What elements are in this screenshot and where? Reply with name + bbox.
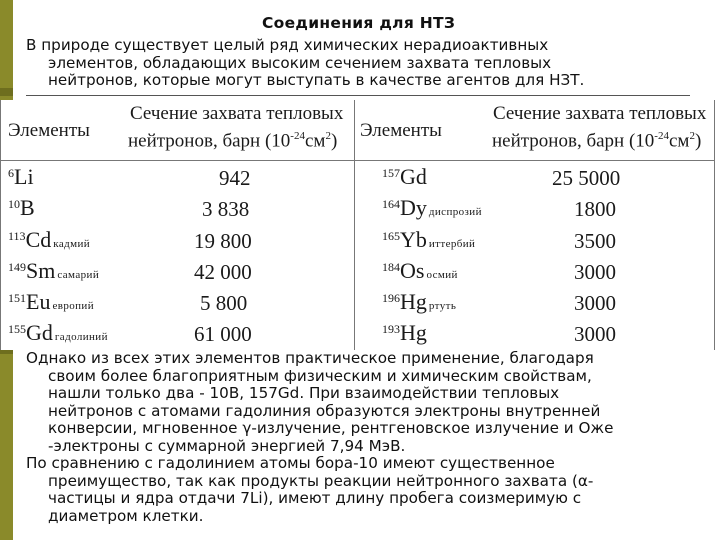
header-cross-section-right-1: Сечение захвата тепловых [493,103,707,124]
element-gd-155: $^{155}$Gd гадолиний [8,320,108,345]
table-border [0,100,1,350]
element-hg-193: $^{193}$Hg [382,320,427,345]
divider [26,95,690,96]
intro-line: В природе существует целый ряд химических нерадиоактивных [26,36,549,54]
body-line: диаметром клетки. [48,506,204,525]
body-line: нейтронов с атомами гадолиния образуются электроны внутренней [48,401,601,420]
value-sm-149: 42 000 [194,260,252,284]
intro-line: нейтронов, которые могут выступать в качестве агентов для НЗТ. [48,71,585,89]
value-cd-113: 19 800 [194,229,252,253]
value-b-10: 3 838 [202,197,250,221]
element-hg-196: $^{196}$Hg ртуть [382,289,457,314]
value-dy-164: 1800 [574,197,616,221]
body-line: преимущество, так как продукты реакции нейтронного захвата (α- [48,471,594,490]
header-elements-left: Элементы [8,120,90,141]
body-line: По сравнению с гадолинием атомы бора-10 имеют существенное [26,454,555,472]
value-hg-193: 3000 [574,322,616,346]
table-border [714,100,715,350]
value-eu-151: 5 800 [200,291,248,315]
table-header-rule [0,160,715,161]
page-title: Соединения для НТЗ [262,14,456,32]
header-cross-section-left-2: нейтронов, барн $(10^{-24}см^2)$ [128,130,338,152]
body-line: частицы и ядра отдачи 7Li), имеют длину пробега соизмеримую с [48,489,582,507]
element-sm-149: $^{149}$Sm самарий [8,258,100,283]
element-yb-165: $^{165}$Yb иттербий [382,227,476,252]
body-line: Однако из всех этих элементов практическое применение, благодаря [26,349,594,367]
value-yb-165: 3500 [574,229,616,253]
header-elements-right: Элементы [360,120,442,141]
value-li-6: 942 [219,166,251,190]
conclusion-paragraph [26,350,613,525]
body-line: своим более благоприятным физическим и химическим свойствам, [48,366,592,385]
value-os-184: 3000 [574,260,616,284]
header-cross-section-right-2: нейтронов, барн $(10^{-24}см^2)$ [492,130,702,152]
body-line: -электроны с суммарной энергией 7,94 МэВ. [48,436,406,455]
element-os-184: $^{184}$Os осмий [382,258,458,283]
value-gd-157: 25 5000 [552,166,621,190]
element-dy-164: $^{164}$Dy диспрозий [382,195,482,220]
header-cross-section-left-1: Сечение захвата тепловых [130,103,344,124]
body-line: нашли только два - 10B, 157Gd. При взаимодействии тепловых [48,384,560,402]
element-b-10: $^{10}$B [8,195,35,220]
element-li-6: $^6$Li [8,164,34,189]
intro-paragraph [26,37,584,90]
element-eu-151: $^{151}$Eu европий [8,289,94,314]
value-hg-196: 3000 [574,291,616,315]
element-cd-113: $^{113}$Cd кадмий [8,227,91,252]
body-line: конверсии, мгновенное γ-излучение, рентгеновское излучение и Оже [48,419,614,437]
intro-line: элементов, обладающих высоким сечением захвата тепловых [48,53,552,72]
cross-section-table [0,100,720,350]
table-divider [354,100,355,350]
value-gd-155: 61 000 [194,322,252,346]
element-gd-157: $^{157}$Gd [382,164,427,189]
